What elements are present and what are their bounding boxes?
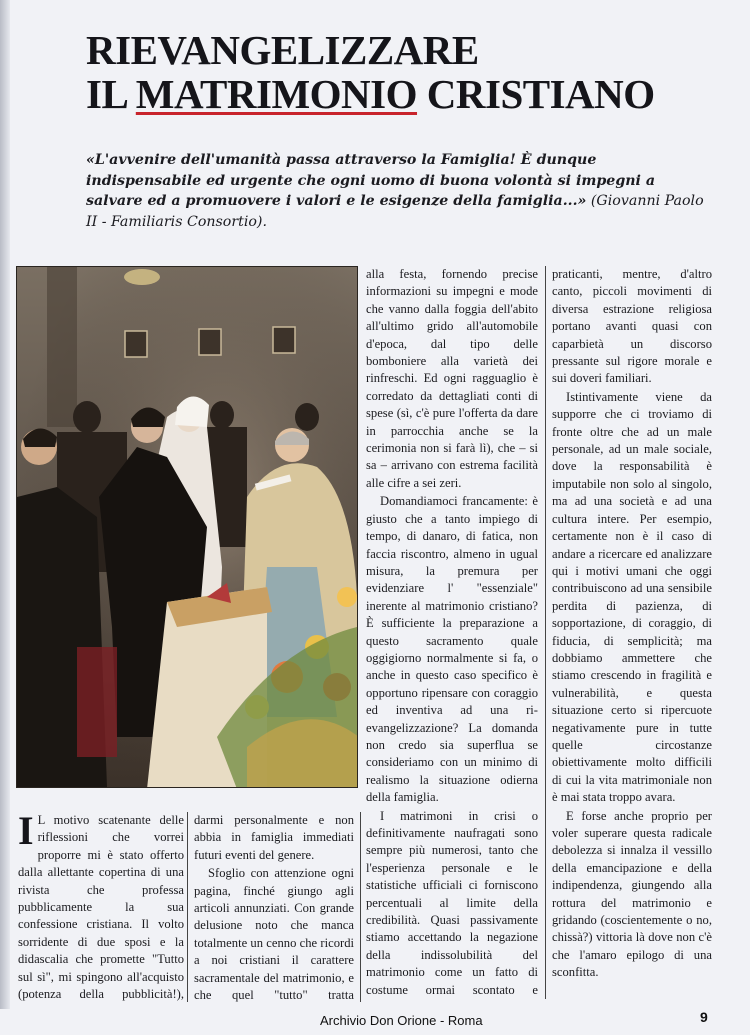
article-column-4 — [194, 812, 354, 1002]
binding-edge — [0, 0, 10, 1035]
col1-paragraph-1: alla festa, fornendo precise informazioni su impegni e mode che vanno dalla foggia dell'abito all'ultimo grido all'automobile d'epoca, dal tipo delle bomboniere alla varietà dei rinfreschi. Ed ogni ragguaglio è corredato da dettagliati conti di spese (sì, c'è pure l'offerta da dare in parrocchia anche se la cerimonia non si farà lì), che – si sa – arrivano con estrema facilità alle cifre a sei zeri. — [366, 267, 538, 490]
article-title — [86, 28, 726, 116]
pope-quote — [86, 150, 716, 232]
col3-text: L motivo scatenante delle riflessioni che vorrei proporre mi è stato offerto dalla allettante copertina di una rivista che professa pubblicamente la sua confessione cristiana. Il volto sorridente di due sposi e la didascalia che promette "Tutto sul sì", mi spingono all'acquisto (potenza della pubblicità!), — [18, 813, 184, 1002]
article-column-2 — [552, 266, 712, 999]
wedding-photo-illustration — [17, 267, 358, 788]
col2-paragraph-3: E forse anche proprio per voler superare questa radicale debolezza si innalza il vessillo della emancipazione e della indipendenza, giungendo alla rottura del matrimonio e gridando (coscientemente o no, chissà?) vittoria là dove non c'è che l'amaro epilogo di una sconfitta. — [552, 808, 712, 980]
col1-paragraph-2: Domandiamoci francamente: è giusto che a tanto impiego di tempo, di danaro, di fatica, non faccia riscontro, almeno in ugual misura, la premura per evidenziare l' "essenziale" inerente al matrimonio cristiano? È sufficiente la preparazione a questo sacramento quale oggigiorno normalmente si fa, o anche in questo caso specifico è opportuno ripensare con coraggio ed inventiva ad una ri-evangelizzazione? La domanda non credo sia superflua se consideriamo con un minimo di realismo la situazione odierna della famiglia. — [366, 494, 538, 805]
title-line-1: RIEVANGELIZZARE — [86, 27, 479, 73]
article-column-3 — [18, 812, 184, 1002]
quote-text: «L'avvenire dell'umanità passa attraverso la Famiglia! È dunque indispensabile ed urgente che ogni uomo di buona volontà si impegni a salvare ed a promuovere i valori e le esigenze della famiglia...» — [86, 152, 656, 209]
column-divider-3 — [360, 812, 361, 1002]
title-line-2-suffix: CRISTIANO — [417, 71, 655, 117]
col2-paragraph-1: praticanti, mentre, d'altro canto, piccoli movimenti di diversa estrazione religiosa portano avanti quasi con caparbietà un discorso pressante sul rigore morale e sui doveri familiari. — [552, 267, 712, 386]
col1-paragraph-3: I matrimoni in crisi o definitivamente naufragati sono sempre più numerosi, tanto che l'esperienza personale e le statistiche ufficiali ci forniscono percentuali al limite della credibilità. Quasi passivamente stiamo accettando la negazione della indissolubilità del matrimonio come un fatto di costume ormai scontato e — [366, 808, 538, 997]
column-divider-1 — [545, 266, 546, 999]
archive-label: Archivio Don Orione - Roma — [320, 1013, 483, 1028]
quote-source: (Giovanni Paolo II - Familiaris Consortio). — [86, 193, 704, 230]
col4-paragraph-1: darmi personalmente e non abbia in famiglia immediati futuri eventi del genere. — [194, 813, 354, 862]
title-line-2 — [86, 72, 726, 116]
drop-cap: I — [18, 812, 34, 853]
title-line-2-prefix: IL — [86, 71, 136, 117]
col3-paragraph-1 — [18, 812, 184, 1002]
col4-paragraph-2: Sfoglio con attenzione ogni pagina, finché giungo agli articoli annunziati. Con grande delusione noto che manca totalmente un cenno che ricordi a noi cristiani il carattere sacramentale del matrimonio, e che quel "tutto" tratta — [194, 866, 354, 1002]
wedding-photo — [16, 266, 358, 788]
col2-paragraph-2: Istintivamente viene da supporre che ci troviamo di fronte oltre che ad un male personale, ad un male sociale, dove la responsabilità è imputabile non solo al singolo, ma ad una società e ad una cultura intere. Per esempio, certamente non è il caso di andare a ricercare ed analizzare qui i motivi umani che oggi contribuiscono ad una sensibile perdita di pazienza, di sopportazione, di coraggio, di fiducia, di semplicità; ma dobbiamo ammettere che stiamo crescendo in fragilità e vulnerabilità, e questa situazione certo si ripercuote negativamente pure in tutte quelle circostanze obiettivamente molto difficili di cui la vita matrimoniale non è mai stata troppo avara. — [552, 389, 712, 805]
section-heading — [552, 998, 712, 999]
page-number: 9 — [700, 1009, 708, 1025]
title-underlined-word: MATRIMONIO — [135, 71, 418, 117]
column-divider-2 — [187, 812, 188, 1002]
article-column-1 — [366, 266, 538, 999]
